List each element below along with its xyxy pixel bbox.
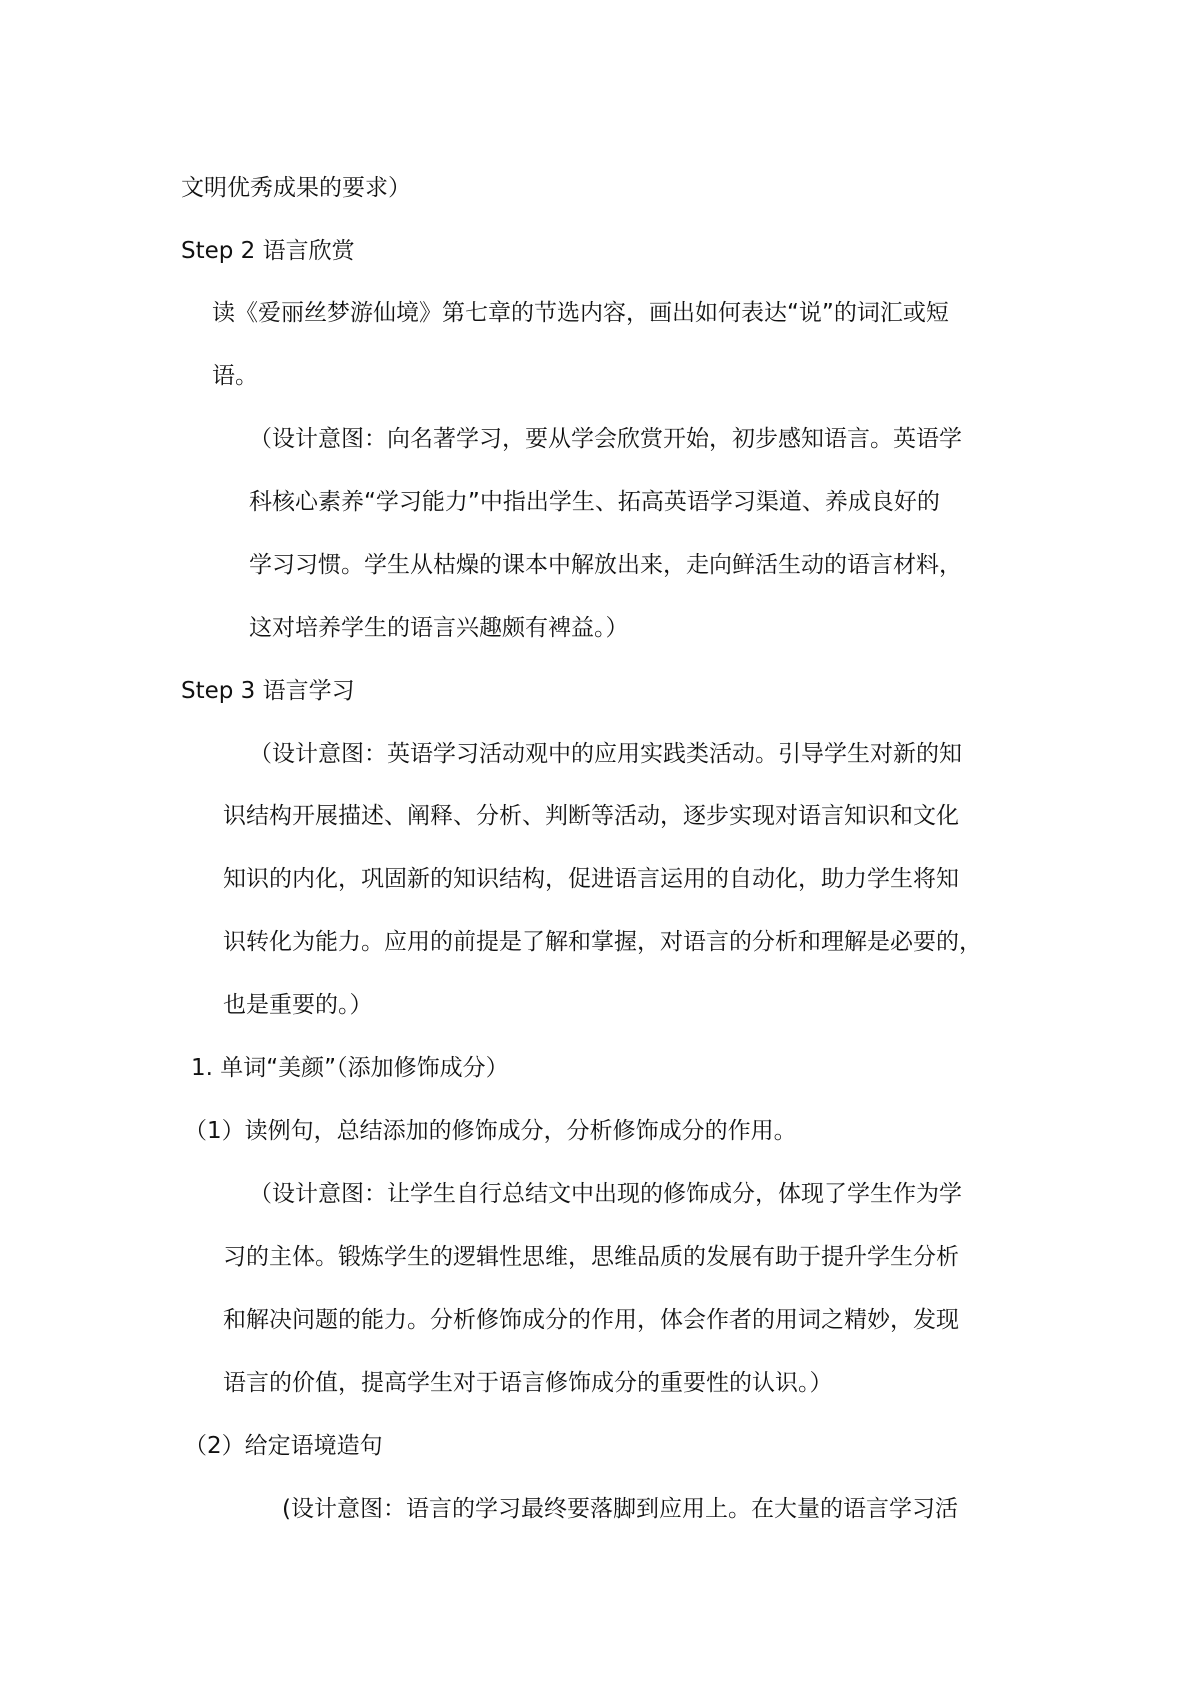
- design-note-line: （设计意图：向名著学习，要从学会欣赏开始，初步感知语言。英语学: [249, 426, 962, 452]
- design-note-line: (设计意图：语言的学习最终要落脚到应用上。在大量的语言学习活: [282, 1496, 958, 1522]
- design-note-line: （设计意图：英语学习活动观中的应用实践类活动。引导学生对新的知: [249, 741, 962, 767]
- design-note-line: 和解决问题的能力。分析修饰成分的作用，体会作者的用词之精妙，发现: [223, 1307, 959, 1333]
- design-note-line: 学习习惯。学生从枯燥的课本中解放出来，走向鲜活生动的语言材料，: [249, 552, 962, 578]
- design-note-line: 习的主体。锻炼学生的逻辑性思维，思维品质的发展有助于提升学生分析: [223, 1244, 959, 1270]
- text-line: 语。: [212, 363, 258, 389]
- design-note-line: 识转化为能力。应用的前提是了解和掌握，对语言的分析和理解是必要的，: [223, 929, 982, 955]
- design-note-line: 语言的价值，提高学生对于语言修饰成分的重要性的认识。）: [223, 1370, 833, 1396]
- design-note-line: 科核心素养“学习能力”中指出学生、拓高英语学习渠道、养成良好的: [249, 489, 940, 515]
- design-note-line: 也是重要的。）: [223, 992, 373, 1018]
- design-note-line: 知识的内化，巩固新的知识结构，促进语言运用的自动化，助力学生将知: [223, 866, 959, 892]
- sub-item: （1）读例句，总结添加的修饰成分，分析修饰成分的作用。: [184, 1118, 797, 1144]
- text-line: 读《爱丽丝梦游仙境》第七章的节选内容，画出如何表达“说”的词汇或短: [212, 300, 949, 326]
- sub-item: （2）给定语境造句: [184, 1433, 383, 1459]
- design-note-line: 识结构开展描述、阐释、分析、判断等活动，逐步实现对语言知识和文化: [223, 803, 959, 829]
- design-note-line: （设计意图：让学生自行总结文中出现的修饰成分，体现了学生作为学: [249, 1181, 962, 1207]
- step-3-heading: Step 3 语言学习: [181, 678, 355, 704]
- step-2-heading: Step 2 语言欣赏: [181, 238, 355, 264]
- numbered-item: 1. 单词“美颜”（添加修饰成分）: [191, 1055, 509, 1081]
- text-line: 文明优秀成果的要求）: [181, 175, 411, 201]
- design-note-line: 这对培养学生的语言兴趣颇有裨益。）: [249, 615, 629, 641]
